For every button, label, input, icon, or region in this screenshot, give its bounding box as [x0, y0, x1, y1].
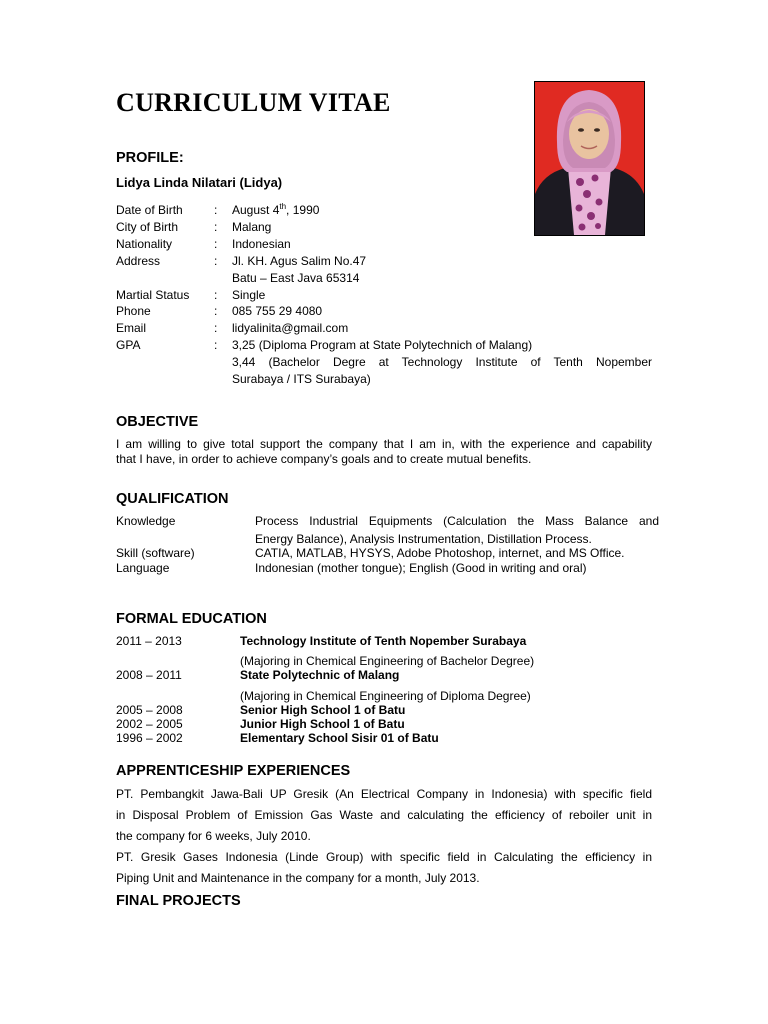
apprenticeship-line: Piping Unit and Maintenance in the company for a month, July 2013.: [116, 871, 480, 885]
address-label: Address: [116, 254, 161, 268]
final-projects-heading: FINAL PROJECTS: [116, 893, 241, 909]
colon: :: [214, 237, 218, 251]
apprenticeship-line: PT. Gresik Gases Indonesia (Linde Group) with specific field in Calculating the efficiency in: [116, 850, 652, 864]
apprenticeship-heading: APPRENTICESHIP EXPERIENCES: [116, 763, 351, 779]
knowledge-line1: Process Industrial Equipments (Calculation the Mass Balance and: [255, 514, 659, 528]
nationality-label: Nationality: [116, 237, 173, 251]
gpa-label: GPA: [116, 338, 141, 352]
education-heading: FORMAL EDUCATION: [116, 611, 267, 627]
education-note: (Majoring in Chemical Engineering of Bachelor Degree): [240, 654, 535, 668]
dob-label: Date of Birth: [116, 203, 183, 217]
email-label: Email: [116, 321, 147, 335]
gpa-line3: Surabaya / ITS Surabaya): [232, 372, 371, 386]
colon: :: [214, 288, 218, 302]
colon: :: [214, 220, 218, 234]
document-title: CURRICULUM VITAE: [116, 88, 391, 117]
profile-photo: [534, 81, 645, 236]
qualification-heading: QUALIFICATION: [116, 491, 229, 507]
address-line2: Batu – East Java 65314: [232, 271, 360, 285]
skill-value: CATIA, MATLAB, HYSYS, Adobe Photoshop, internet, and MS Office.: [255, 546, 625, 560]
knowledge-line2: Energy Balance), Analysis Instrumentation, Distillation Process.: [255, 532, 592, 546]
education-years: 2008 – 2011: [116, 668, 182, 682]
education-years: 2011 – 2013: [116, 634, 182, 648]
apprenticeship-line: the company for 6 weeks, July 2010.: [116, 829, 311, 843]
colon: :: [214, 321, 218, 335]
city-value: Malang: [232, 220, 272, 234]
knowledge-label: Knowledge: [116, 514, 176, 528]
education-school: Junior High School 1 of Batu: [240, 717, 405, 731]
language-label: Language: [116, 561, 170, 575]
objective-line2: that I have, in order to achieve company’s goals and to create mutual benefits.: [116, 452, 532, 466]
education-school: State Polytechnic of Malang: [240, 668, 400, 682]
education-school: Elementary School Sisir 01 of Batu: [240, 731, 439, 745]
city-label: City of Birth: [116, 220, 179, 234]
gpa-line2: 3,44 (Bachelor Degre at Technology Institute of Tenth Nopember: [232, 355, 652, 369]
colon: :: [214, 203, 218, 217]
colon: :: [214, 304, 218, 318]
marital-value: Single: [232, 288, 266, 302]
skill-label: Skill (software): [116, 546, 195, 560]
apprenticeship-line: in Disposal Problem of Emission Gas Waste and calculating the efficiency of reboiler unit in: [116, 808, 652, 822]
education-note: (Majoring in Chemical Engineering of Diploma Degree): [240, 689, 531, 703]
objective-line1: I am willing to give total support the company that I am in, with the experience and capability: [116, 437, 652, 451]
colon: :: [214, 254, 218, 268]
education-school: Technology Institute of Tenth Nopember Surabaya: [240, 634, 527, 648]
education-years: 2002 – 2005: [116, 717, 183, 731]
language-value: Indonesian (mother tongue); English (Good in writing and oral): [255, 561, 587, 575]
apprenticeship-line: PT. Pembangkit Jawa-Bali UP Gresik (An Electrical Company in Indonesia) with specific field: [116, 787, 652, 801]
nationality-value: Indonesian: [232, 237, 291, 251]
profile-heading: PROFILE:: [116, 150, 184, 166]
address-line1: Jl. KH. Agus Salim No.47: [232, 254, 367, 268]
dob-value: August 4th, 1990: [232, 202, 320, 217]
phone-value: 085 755 29 4080: [232, 304, 323, 318]
objective-heading: OBJECTIVE: [116, 414, 199, 430]
full-name: Lidya Linda Nilatari (Lidya): [116, 175, 283, 190]
education-school: Senior High School 1 of Batu: [240, 703, 406, 717]
marital-label: Martial Status: [116, 288, 190, 302]
education-years: 2005 – 2008: [116, 703, 183, 717]
gpa-line1: 3,25 (Diploma Program at State Polytechnich of Malang): [232, 338, 533, 352]
person-portrait-icon: [535, 82, 644, 235]
email-value: lidyalinita@gmail.com: [232, 321, 349, 335]
phone-label: Phone: [116, 304, 151, 318]
education-years: 1996 – 2002: [116, 731, 183, 745]
colon: :: [214, 338, 218, 352]
